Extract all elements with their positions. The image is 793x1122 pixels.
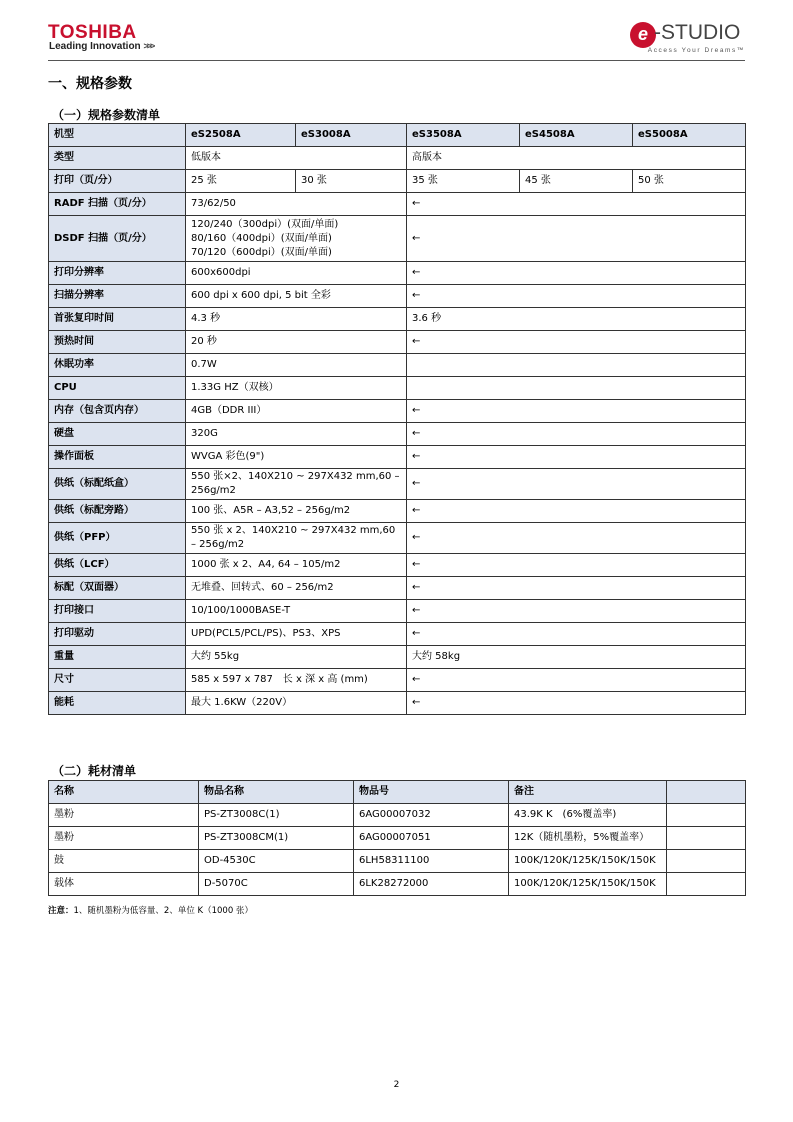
spec-value-low xyxy=(186,216,407,262)
spec-label: 打印接口 xyxy=(49,600,186,623)
spec-value-high: ← xyxy=(407,262,746,285)
estudio-slogan: Access Your Dreams™ xyxy=(647,47,745,54)
spec-label: 休眠功率 xyxy=(49,354,186,377)
spec-value-low: 低版本 xyxy=(186,147,407,170)
consumables-cell: 墨粉 xyxy=(49,827,199,850)
spec-label: 类型 xyxy=(49,147,186,170)
spec-value-low: 0.7W xyxy=(186,354,407,377)
consumables-table xyxy=(48,780,746,896)
consumables-cell: 12K（随机墨粉，5%覆盖率） xyxy=(509,827,667,850)
spec-value-high: ← xyxy=(407,523,746,554)
spec-label: 标配（双面器） xyxy=(49,577,186,600)
spec-value-low: 10/100/1000BASE-T xyxy=(186,600,407,623)
spec-value-low: 600x600dpi xyxy=(186,262,407,285)
spec-value-high: ← xyxy=(407,600,746,623)
spec-value-low: 最大 1.6KW（220V） xyxy=(186,692,407,715)
spec-row xyxy=(49,523,746,554)
consumables-header-cell xyxy=(667,781,746,804)
spec-row xyxy=(49,147,746,170)
spec-row xyxy=(49,400,746,423)
spec-label: 扫描分辨率 xyxy=(49,285,186,308)
spec-label: CPU xyxy=(49,377,186,400)
spec-row xyxy=(49,692,746,715)
consumables-cell: 载体 xyxy=(49,873,199,896)
consumables-cell xyxy=(667,850,746,873)
spec-value-low: 无堆叠、回转式、60 – 256/m2 xyxy=(186,577,407,600)
page-number: 2 xyxy=(393,1080,400,1090)
spec-label: 内存（包含页内存） xyxy=(49,400,186,423)
spec-row xyxy=(49,469,746,500)
consumables-cell: 鼓 xyxy=(49,850,199,873)
consumables-header-cell: 物品名称 xyxy=(199,781,354,804)
consumables-cell: 100K/120K/125K/150K/150K xyxy=(509,873,667,896)
consumables-cell xyxy=(667,804,746,827)
spec-label: DSDF 扫描（页/分） xyxy=(49,216,186,262)
spec-value: 30 张 xyxy=(296,170,407,193)
spec-header-cell: eS5008A xyxy=(633,124,746,147)
consumables-header-cell: 物品号 xyxy=(354,781,509,804)
consumables-row xyxy=(49,804,746,827)
spec-row xyxy=(49,669,746,692)
spec-value-high: ← xyxy=(407,554,746,577)
note xyxy=(48,904,253,916)
estudio-logo-text: -STUDIO xyxy=(654,21,741,44)
spec-row xyxy=(49,308,746,331)
consumables-cell: PS-ZT3008CM(1) xyxy=(199,827,354,850)
spec-value-high: 3.6 秒 xyxy=(407,308,746,331)
spec-label: 预热时间 xyxy=(49,331,186,354)
spec-value-low: 585 x 597 x 787 长 x 深 x 高 (mm) xyxy=(186,669,407,692)
spec-value-low: 1000 张 x 2、A4, 64 – 105/m2 xyxy=(186,554,407,577)
spec-row xyxy=(49,446,746,469)
spec-value-line: 70/120（600dpi）(双面/单面) xyxy=(191,246,332,258)
spec-value-line: 80/160（400dpi）(双面/单面) xyxy=(191,232,332,244)
spec-value-low: 550 张×2、140X210 ~ 297X432 mm,60 – 256g/m2 xyxy=(186,469,407,500)
spec-label: 硬盘 xyxy=(49,423,186,446)
consumables-cell xyxy=(667,873,746,896)
spec-label: RADF 扫描（页/分） xyxy=(49,193,186,216)
spec-label: 能耗 xyxy=(49,692,186,715)
spec-label: 供纸（标配旁路） xyxy=(49,500,186,523)
spec-label: 尺寸 xyxy=(49,669,186,692)
spec-row xyxy=(49,331,746,354)
spec-subtitle: （一）规格参数清单 xyxy=(52,108,161,122)
spec-value-low: 550 张 x 2、140X210 ~ 297X432 mm,60 – 256g/m2 xyxy=(186,523,407,554)
spec-header-cell: 机型 xyxy=(49,124,186,147)
consumables-cell: 43.9K K (6%覆盖率) xyxy=(509,804,667,827)
spec-row xyxy=(49,262,746,285)
chevrons-icon: >>> xyxy=(143,41,154,51)
spec-value-high: ← xyxy=(407,469,746,500)
spec-value-high: ← xyxy=(407,400,746,423)
spec-value-high: ← xyxy=(407,285,746,308)
note-text: 1、随机墨粉为低容量、2、单位 K（1000 张） xyxy=(73,906,253,916)
spec-value-high: ← xyxy=(407,623,746,646)
spec-row xyxy=(49,354,746,377)
spec-value-high: ← xyxy=(407,331,746,354)
spec-value-high: ← xyxy=(407,577,746,600)
spec-value-high: ← xyxy=(407,669,746,692)
spec-header-cell: eS4508A xyxy=(520,124,633,147)
note-label: 注意： xyxy=(48,906,74,916)
spec-row xyxy=(49,193,746,216)
spec-header-cell: eS3508A xyxy=(407,124,520,147)
spec-value-line: 120/240（300dpi）(双面/单面) xyxy=(191,218,339,230)
consumables-cell: 100K/120K/125K/150K/150K xyxy=(509,850,667,873)
spec-value-low: 600 dpi x 600 dpi, 5 bit 全彩 xyxy=(186,285,407,308)
spec-label: 打印驱动 xyxy=(49,623,186,646)
consumables-cell: 墨粉 xyxy=(49,804,199,827)
consumables-row xyxy=(49,827,746,850)
spec-value-high: ← xyxy=(407,692,746,715)
spec-row xyxy=(49,216,746,262)
spec-label: 供纸（标配纸盒） xyxy=(49,469,186,500)
spec-label: 重量 xyxy=(49,646,186,669)
spec-value-low: 4.3 秒 xyxy=(186,308,407,331)
spec-value-low: UPD(PCL5/PCL/PS)、PS3、XPS xyxy=(186,623,407,646)
spec-value-high: 高版本 xyxy=(407,147,746,170)
spec-value-high: ← xyxy=(407,423,746,446)
spec-row xyxy=(49,554,746,577)
spec-value-high xyxy=(407,377,746,400)
spec-value-high: ← xyxy=(407,446,746,469)
spec-value-high: ← xyxy=(407,193,746,216)
spec-label: 操作面板 xyxy=(49,446,186,469)
estudio-logo xyxy=(630,20,745,58)
spec-value-low: 4GB（DDR III） xyxy=(186,400,407,423)
consumables-header-row xyxy=(49,781,746,804)
spec-header-cell: eS2508A xyxy=(186,124,296,147)
spec-label: 打印分辨率 xyxy=(49,262,186,285)
spec-label: 供纸（PFP） xyxy=(49,523,186,554)
consumables-cell: D-5070C xyxy=(199,873,354,896)
spec-row xyxy=(49,577,746,600)
spec-value: 25 张 xyxy=(186,170,296,193)
consumables-header-cell: 备注 xyxy=(509,781,667,804)
consumables-cell: 6AG00007051 xyxy=(354,827,509,850)
tagline-text: Leading Innovation xyxy=(49,41,141,52)
spec-value: 50 张 xyxy=(633,170,746,193)
toshiba-logo: TOSHIBA xyxy=(48,22,137,43)
spec-value: 45 张 xyxy=(520,170,633,193)
spec-value-low: 100 张、A5R – A3,52 – 256g/m2 xyxy=(186,500,407,523)
spec-row xyxy=(49,423,746,446)
consumables-row xyxy=(49,873,746,896)
spec-value-high xyxy=(407,354,746,377)
spec-row xyxy=(49,646,746,669)
consumables-header-cell: 名称 xyxy=(49,781,199,804)
spec-row xyxy=(49,285,746,308)
spec-label: 打印（页/分） xyxy=(49,170,186,193)
spec-row xyxy=(49,170,746,193)
consumables-cell: 6LH58311100 xyxy=(354,850,509,873)
spec-value-high: 大约 58kg xyxy=(407,646,746,669)
consumables-cell: 6AG00007032 xyxy=(354,804,509,827)
consumables-cell xyxy=(667,827,746,850)
spec-label: 首张复印时间 xyxy=(49,308,186,331)
spec-value-low: 20 秒 xyxy=(186,331,407,354)
consumables-row xyxy=(49,850,746,873)
consumables-cell: PS-ZT3008C(1) xyxy=(199,804,354,827)
spec-table xyxy=(48,123,746,715)
spec-value-low: 大约 55kg xyxy=(186,646,407,669)
section-title: 一、规格参数 xyxy=(48,76,132,92)
spec-value-low: 320G xyxy=(186,423,407,446)
spec-header-cell: eS3008A xyxy=(296,124,407,147)
spec-value-high: ← xyxy=(407,500,746,523)
spec-row xyxy=(49,377,746,400)
spec-label: 供纸（LCF） xyxy=(49,554,186,577)
spec-value-high: ← xyxy=(407,216,746,262)
spec-value: 35 张 xyxy=(407,170,520,193)
spec-value-low: 73/62/50 xyxy=(186,193,407,216)
consumables-cell: OD-4530C xyxy=(199,850,354,873)
spec-row xyxy=(49,600,746,623)
consumables-cell: 6LK28272000 xyxy=(354,873,509,896)
spec-header-row xyxy=(49,124,746,147)
spec-value-low: WVGA 彩色(9") xyxy=(186,446,407,469)
tagline xyxy=(49,41,153,52)
spec-row xyxy=(49,500,746,523)
page-header xyxy=(48,20,745,61)
estudio-e-icon: e xyxy=(630,22,656,48)
spec-row xyxy=(49,623,746,646)
consumables-subtitle: （二）耗材清单 xyxy=(52,764,137,778)
spec-value-low: 1.33G HZ（双核） xyxy=(186,377,407,400)
